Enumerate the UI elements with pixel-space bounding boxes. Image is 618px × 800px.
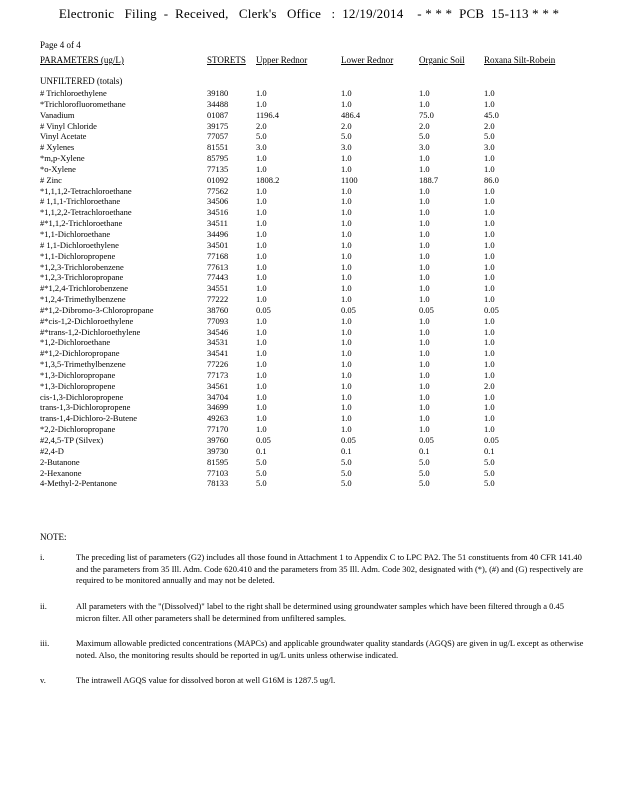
param-name: *m,p-Xylene xyxy=(40,153,85,164)
table-row xyxy=(0,142,618,153)
storet-code: 34488 xyxy=(207,98,229,109)
upper-rednor-value: 1.0 xyxy=(256,163,267,174)
lower-rednor-value: 5.0 xyxy=(341,131,352,142)
organic-soil-value: 1.0 xyxy=(419,294,430,305)
upper-rednor-value: 1.0 xyxy=(256,153,267,164)
organic-soil-value: 0.05 xyxy=(419,435,434,445)
table-row xyxy=(0,121,618,132)
table-row xyxy=(0,446,618,457)
organic-soil-value: 1.0 xyxy=(419,153,430,164)
organic-soil-value: 5.0 xyxy=(419,131,430,142)
lower-rednor-value: 1.0 xyxy=(341,348,352,359)
roxana-value: 1.0 xyxy=(484,218,495,229)
storet-code: 38760 xyxy=(207,304,229,315)
lower-rednor-value: 1.0 xyxy=(341,153,352,164)
upper-rednor-value: 1.0 xyxy=(256,98,267,109)
roxana-value: 5.0 xyxy=(484,478,495,489)
lower-rednor-value: 1.0 xyxy=(341,326,352,337)
table-row xyxy=(0,478,618,489)
upper-rednor-value: 1.0 xyxy=(256,413,267,424)
upper-rednor-value: 1.0 xyxy=(256,250,267,261)
roxana-value: 1.0 xyxy=(484,359,495,370)
table-row xyxy=(0,262,618,273)
organic-soil-value: 1.0 xyxy=(419,315,430,326)
upper-rednor-value: 0.05 xyxy=(256,304,271,315)
param-name: #2,4,5-TP (Silvex) xyxy=(40,435,104,445)
roxana-value: 1.0 xyxy=(484,272,495,283)
upper-rednor-value: 1196.4 xyxy=(256,109,280,120)
upper-rednor-value: 1.0 xyxy=(256,196,267,207)
upper-rednor-value: 1.0 xyxy=(256,369,267,380)
table-row xyxy=(0,283,618,294)
note-title: NOTE: xyxy=(40,532,67,542)
param-name: 4-Methyl-2-Pentanone xyxy=(40,478,117,489)
storet-code: 77613 xyxy=(207,261,229,272)
table-row xyxy=(0,88,618,99)
upper-rednor-value: 1.0 xyxy=(256,239,267,250)
storet-code: 01092 xyxy=(207,174,229,185)
note-item xyxy=(40,552,590,587)
upper-rednor-value: 0.1 xyxy=(256,445,267,456)
param-name: #*cis-1,2-Dichloroethylene xyxy=(40,315,134,326)
param-name: 2-Hexanone xyxy=(40,467,82,478)
storet-code: 77135 xyxy=(207,163,229,174)
note-text: The intrawell AGQS value for dissolved boron at well G16M is 1287.5 ug/l. xyxy=(76,675,336,685)
upper-rednor-value: 5.0 xyxy=(256,478,267,489)
roxana-value: 3.0 xyxy=(484,142,495,153)
organic-soil-value: 0.05 xyxy=(419,304,434,315)
lower-rednor-value: 1.0 xyxy=(341,196,352,207)
param-name: *1,2,4-Trimethylbenzene xyxy=(40,294,126,305)
storet-code: 34551 xyxy=(207,283,229,294)
roxana-value: 1.0 xyxy=(484,413,495,424)
roxana-value: 1.0 xyxy=(484,294,495,305)
roxana-value: 1.0 xyxy=(484,369,495,380)
storet-code: 34704 xyxy=(207,391,229,402)
table-row xyxy=(0,381,618,392)
storet-code: 77222 xyxy=(207,294,229,305)
upper-rednor-value: 1.0 xyxy=(256,283,267,294)
param-name: *1,1-Dichloropropene xyxy=(40,250,116,261)
note-number: v. xyxy=(40,675,46,685)
organic-soil-value: 1.0 xyxy=(419,402,430,413)
storet-code: 34546 xyxy=(207,326,229,337)
table-row xyxy=(0,186,618,197)
table-row xyxy=(0,316,618,327)
storet-code: 39730 xyxy=(207,445,229,456)
param-name: # Xylenes xyxy=(40,142,75,153)
param-name: #*1,2,4-Trichlorobenzene xyxy=(40,283,128,294)
roxana-value: 1.0 xyxy=(484,98,495,109)
storet-code: 34496 xyxy=(207,228,229,239)
param-name: trans-1,4-Dichloro-2-Butene xyxy=(40,413,138,424)
lower-rednor-value: 1.0 xyxy=(341,250,352,261)
organic-soil-value: 1.0 xyxy=(419,228,430,239)
lower-rednor-value: 1.0 xyxy=(341,402,352,413)
param-name: # Zinc xyxy=(40,174,62,185)
storet-code: 01087 xyxy=(207,109,229,120)
param-name: cis-1,3-Dichloropropene xyxy=(40,391,124,402)
storet-code: 77562 xyxy=(207,185,229,196)
organic-soil-value: 1.0 xyxy=(419,163,430,174)
organic-soil-value: 1.0 xyxy=(419,413,430,424)
storet-code: 77168 xyxy=(207,250,229,261)
upper-rednor-value: 1.0 xyxy=(256,359,267,370)
param-name: *Trichlorofluoromethane xyxy=(40,98,126,109)
organic-soil-value: 75.0 xyxy=(419,109,434,120)
storet-code: 39180 xyxy=(207,88,229,98)
param-name: *1,1,2,2-Tetrachloroethane xyxy=(40,207,132,218)
organic-soil-value: 1.0 xyxy=(419,380,430,391)
roxana-value: 1.0 xyxy=(484,315,495,326)
organic-soil-value: 1.0 xyxy=(419,239,430,250)
upper-rednor-value: 5.0 xyxy=(256,131,267,142)
storet-code: 34501 xyxy=(207,239,229,250)
lower-rednor-value: 1.0 xyxy=(341,369,352,380)
table-row xyxy=(0,435,618,446)
roxana-value: 5.0 xyxy=(484,131,495,142)
table-row xyxy=(0,240,618,251)
upper-rednor-value: 1.0 xyxy=(256,272,267,283)
upper-rednor-value: 1.0 xyxy=(256,185,267,196)
note-item xyxy=(40,675,590,687)
roxana-value: 1.0 xyxy=(484,326,495,337)
organic-soil-value: 1.0 xyxy=(419,185,430,196)
lower-rednor-value: 1.0 xyxy=(341,163,352,174)
lower-rednor-value: 1.0 xyxy=(341,413,352,424)
lower-rednor-value: 0.1 xyxy=(341,445,352,456)
storet-code: 77170 xyxy=(207,424,229,435)
storet-code: 77443 xyxy=(207,272,229,283)
table-row xyxy=(0,207,618,218)
lower-rednor-value: 5.0 xyxy=(341,478,352,489)
storet-code: 81551 xyxy=(207,142,229,153)
upper-rednor-value: 1.0 xyxy=(256,337,267,348)
roxana-value: 1.0 xyxy=(484,88,495,98)
roxana-value: 1.0 xyxy=(484,207,495,218)
roxana-value: 1.0 xyxy=(484,250,495,261)
lower-rednor-value: 3.0 xyxy=(341,142,352,153)
storet-code: 77173 xyxy=(207,369,229,380)
param-name: *1,3-Dichloropropene xyxy=(40,380,116,391)
upper-rednor-value: 1.0 xyxy=(256,424,267,435)
table-row xyxy=(0,457,618,468)
organic-soil-value: 1.0 xyxy=(419,283,430,294)
note-text: Maximum allowable predicted concentrations (MAPCs) and applicable groundwater quality standards (AGQS) are given in ug/L except as otherwise noted. Also, the monitoring results should be reported in ug/L units unless otherwise indicated. xyxy=(76,638,584,660)
roxana-value: 45.0 xyxy=(484,109,499,120)
table-row xyxy=(0,153,618,164)
organic-soil-value: 1.0 xyxy=(419,326,430,337)
storet-code: 85795 xyxy=(207,153,229,164)
lower-rednor-value: 1.0 xyxy=(341,261,352,272)
organic-soil-value: 2.0 xyxy=(419,120,430,131)
param-name: Vanadium xyxy=(40,109,75,120)
lower-rednor-value: 1.0 xyxy=(341,272,352,283)
lower-rednor-value: 486.4 xyxy=(341,109,361,120)
table-row xyxy=(0,370,618,381)
upper-rednor-value: 1.0 xyxy=(256,315,267,326)
table-row xyxy=(0,218,618,229)
lower-rednor-value: 1.0 xyxy=(341,207,352,218)
roxana-value: 2.0 xyxy=(484,380,495,391)
table-row xyxy=(0,413,618,424)
note-number: i. xyxy=(40,552,45,562)
table-row xyxy=(0,196,618,207)
organic-soil-value: 1.0 xyxy=(419,424,430,435)
upper-rednor-value: 5.0 xyxy=(256,467,267,478)
roxana-value: 2.0 xyxy=(484,120,495,131)
param-name: *1,2,3-Trichloropropane xyxy=(40,272,124,283)
storet-code: 77093 xyxy=(207,315,229,326)
organic-soil-value: 1.0 xyxy=(419,196,430,207)
param-name: *1,3,5-Trimethylbenzene xyxy=(40,359,126,370)
lower-rednor-value: 1.0 xyxy=(341,88,352,98)
upper-rednor-value: 5.0 xyxy=(256,456,267,467)
roxana-value: 1.0 xyxy=(484,283,495,294)
roxana-value: 1.0 xyxy=(484,196,495,207)
param-name: *1,2-Dichloroethane xyxy=(40,337,111,348)
lower-rednor-value: 5.0 xyxy=(341,456,352,467)
param-name: # Vinyl Chloride xyxy=(40,120,97,131)
table-row xyxy=(0,164,618,175)
table-row xyxy=(0,99,618,110)
roxana-value: 5.0 xyxy=(484,467,495,478)
param-name: #*1,2-Dibromo-3-Chloropropane xyxy=(40,304,154,315)
roxana-value: 1.0 xyxy=(484,239,495,250)
roxana-value: 0.05 xyxy=(484,304,499,315)
parameter-table xyxy=(0,88,618,489)
roxana-value: 1.0 xyxy=(484,424,495,435)
organic-soil-value: 1.0 xyxy=(419,250,430,261)
roxana-value: 1.0 xyxy=(484,185,495,196)
param-name: trans-1,3-Dichloropropene xyxy=(40,402,131,413)
storet-code: 34506 xyxy=(207,196,229,207)
organic-soil-value: 1.0 xyxy=(419,98,430,109)
lower-rednor-value: 1.0 xyxy=(341,380,352,391)
param-name: # 1,1,1-Trichloroethane xyxy=(40,196,121,207)
lower-rednor-value: 1.0 xyxy=(341,359,352,370)
param-name: #*1,1,2-Trichloroethane xyxy=(40,218,123,229)
roxana-value: 1.0 xyxy=(484,163,495,174)
lower-rednor-value: 1.0 xyxy=(341,239,352,250)
table-row xyxy=(0,131,618,142)
table-row xyxy=(0,424,618,435)
organic-soil-value: 1.0 xyxy=(419,359,430,370)
note-number: iii. xyxy=(40,638,50,648)
roxana-value: 1.0 xyxy=(484,348,495,359)
storet-code: 34561 xyxy=(207,380,229,391)
storet-code: 49263 xyxy=(207,413,229,424)
param-name: Vinyl Acetate xyxy=(40,131,87,142)
roxana-value: 1.0 xyxy=(484,228,495,239)
note-text: The preceding list of parameters (G2) includes all those found in Attachment 1 to Appendix C to LPC PA2. The 51 constituents from 40 CFR 141.40 and the parameters from 35 Ill. Adm. Code 620.410 and the parameters from 35 Ill. Adm. Code 302, designated with (*), (#) and (G) respectively are required to be monitored annually and may not be deleted. xyxy=(76,552,584,585)
param-name: *1,1-Dichloroethane xyxy=(40,228,111,239)
storet-code: 39175 xyxy=(207,120,229,131)
lower-rednor-value: 1.0 xyxy=(341,294,352,305)
lower-rednor-value: 2.0 xyxy=(341,120,352,131)
lower-rednor-value: 1.0 xyxy=(341,337,352,348)
organic-soil-value: 1.0 xyxy=(419,348,430,359)
roxana-value: 1.0 xyxy=(484,153,495,164)
lower-rednor-value: 1.0 xyxy=(341,315,352,326)
col-header-storets: STORETS xyxy=(207,55,246,65)
roxana-value: 5.0 xyxy=(484,456,495,467)
roxana-value: 1.0 xyxy=(484,391,495,402)
note-item xyxy=(40,638,590,662)
lower-rednor-value: 1.0 xyxy=(341,185,352,196)
param-name: #2,4-D xyxy=(40,445,64,456)
storet-code: 34511 xyxy=(207,218,228,229)
col-header-parameters: PARAMETERS (ug/L) xyxy=(40,55,124,65)
lower-rednor-value: 5.0 xyxy=(341,467,352,478)
table-row xyxy=(0,468,618,479)
upper-rednor-value: 2.0 xyxy=(256,120,267,131)
storet-code: 39760 xyxy=(207,435,229,445)
table-row xyxy=(0,229,618,240)
organic-soil-value: 1.0 xyxy=(419,369,430,380)
roxana-value: 1.0 xyxy=(484,402,495,413)
roxana-value: 1.0 xyxy=(484,337,495,348)
col-header-roxana: Roxana Silt-Robein xyxy=(484,55,556,65)
upper-rednor-value: 1.0 xyxy=(256,88,267,98)
filing-header: Electronic Filing - Received, Clerk's Office : 12/19/2014 - * * * PCB 15-113 * * * xyxy=(58,6,560,21)
param-name: # Trichloroethylene xyxy=(40,88,107,98)
page-number: Page 4 of 4 xyxy=(40,40,81,50)
organic-soil-value: 5.0 xyxy=(419,456,430,467)
col-header-upper-rednor: Upper Rednor xyxy=(256,55,308,65)
organic-soil-value: 1.0 xyxy=(419,272,430,283)
param-name: *2,2-Dichloropropane xyxy=(40,424,116,435)
roxana-value: 86.0 xyxy=(484,174,499,185)
organic-soil-value: 0.1 xyxy=(419,445,430,456)
note-number: ii. xyxy=(40,601,47,611)
lower-rednor-value: 1.0 xyxy=(341,228,352,239)
table-row xyxy=(0,327,618,338)
table-row xyxy=(0,337,618,348)
organic-soil-value: 5.0 xyxy=(419,478,430,489)
organic-soil-value: 1.0 xyxy=(419,218,430,229)
organic-soil-value: 188.7 xyxy=(419,174,439,185)
upper-rednor-value: 1.0 xyxy=(256,261,267,272)
lower-rednor-value: 1.0 xyxy=(341,391,352,402)
lower-rednor-value: 1.0 xyxy=(341,283,352,294)
lower-rednor-value: 0.05 xyxy=(341,304,356,315)
table-row xyxy=(0,305,618,316)
col-header-lower-rednor: Lower Rednor xyxy=(341,55,394,65)
param-name: 2-Butanone xyxy=(40,456,80,467)
table-row xyxy=(0,175,618,186)
organic-soil-value: 5.0 xyxy=(419,467,430,478)
roxana-value: 0.1 xyxy=(484,445,495,456)
storet-code: 34699 xyxy=(207,402,229,413)
table-row xyxy=(0,348,618,359)
upper-rednor-value: 1.0 xyxy=(256,348,267,359)
storet-code: 34531 xyxy=(207,337,229,348)
upper-rednor-value: 1.0 xyxy=(256,207,267,218)
storet-code: 34541 xyxy=(207,348,229,359)
organic-soil-value: 1.0 xyxy=(419,88,430,98)
organic-soil-value: 1.0 xyxy=(419,207,430,218)
upper-rednor-value: 1.0 xyxy=(256,380,267,391)
note-item xyxy=(40,601,590,625)
organic-soil-value: 1.0 xyxy=(419,337,430,348)
param-name: *1,3-Dichloropropane xyxy=(40,369,116,380)
upper-rednor-value: 1.0 xyxy=(256,391,267,402)
col-header-organic-soil: Organic Soil xyxy=(419,55,465,65)
param-name: #*1,2-Dichloropropane xyxy=(40,348,120,359)
storet-code: 81595 xyxy=(207,456,229,467)
upper-rednor-value: 1.0 xyxy=(256,294,267,305)
note-text: All parameters with the "(Dissolved)" label to the right shall be determined using groundwater samples which have been filtered through a 0.45 micron filter. All other parameters shall be determined from unfiltered samples. xyxy=(76,601,564,623)
param-name: *1,1,1,2-Tetrachloroethane xyxy=(40,185,132,196)
storet-code: 77226 xyxy=(207,359,229,370)
section-heading: UNFILTERED (totals) xyxy=(40,76,123,86)
upper-rednor-value: 0.05 xyxy=(256,435,271,445)
table-row xyxy=(0,110,618,121)
lower-rednor-value: 1100 xyxy=(341,174,358,185)
lower-rednor-value: 1.0 xyxy=(341,424,352,435)
table-row xyxy=(0,272,618,283)
upper-rednor-value: 1808.2 xyxy=(256,174,280,185)
table-row xyxy=(0,294,618,305)
param-name: # 1,1-Dichloroethylene xyxy=(40,239,119,250)
upper-rednor-value: 1.0 xyxy=(256,326,267,337)
upper-rednor-value: 3.0 xyxy=(256,142,267,153)
organic-soil-value: 3.0 xyxy=(419,142,430,153)
upper-rednor-value: 1.0 xyxy=(256,218,267,229)
param-name: #*trans-1,2-Dichloroethylene xyxy=(40,326,141,337)
param-name: *1,2,3-Trichlorobenzene xyxy=(40,261,124,272)
upper-rednor-value: 1.0 xyxy=(256,228,267,239)
storet-code: 77057 xyxy=(207,131,229,142)
storet-code: 78133 xyxy=(207,478,229,489)
roxana-value: 0.05 xyxy=(484,435,499,445)
upper-rednor-value: 1.0 xyxy=(256,402,267,413)
roxana-value: 1.0 xyxy=(484,261,495,272)
storet-code: 34516 xyxy=(207,207,229,218)
param-name: *o-Xylene xyxy=(40,163,76,174)
lower-rednor-value: 0.05 xyxy=(341,435,356,445)
organic-soil-value: 1.0 xyxy=(419,261,430,272)
table-row xyxy=(0,251,618,262)
table-row xyxy=(0,359,618,370)
lower-rednor-value: 1.0 xyxy=(341,218,352,229)
lower-rednor-value: 1.0 xyxy=(341,98,352,109)
table-row xyxy=(0,392,618,403)
table-row xyxy=(0,402,618,413)
storet-code: 77103 xyxy=(207,467,229,478)
organic-soil-value: 1.0 xyxy=(419,391,430,402)
